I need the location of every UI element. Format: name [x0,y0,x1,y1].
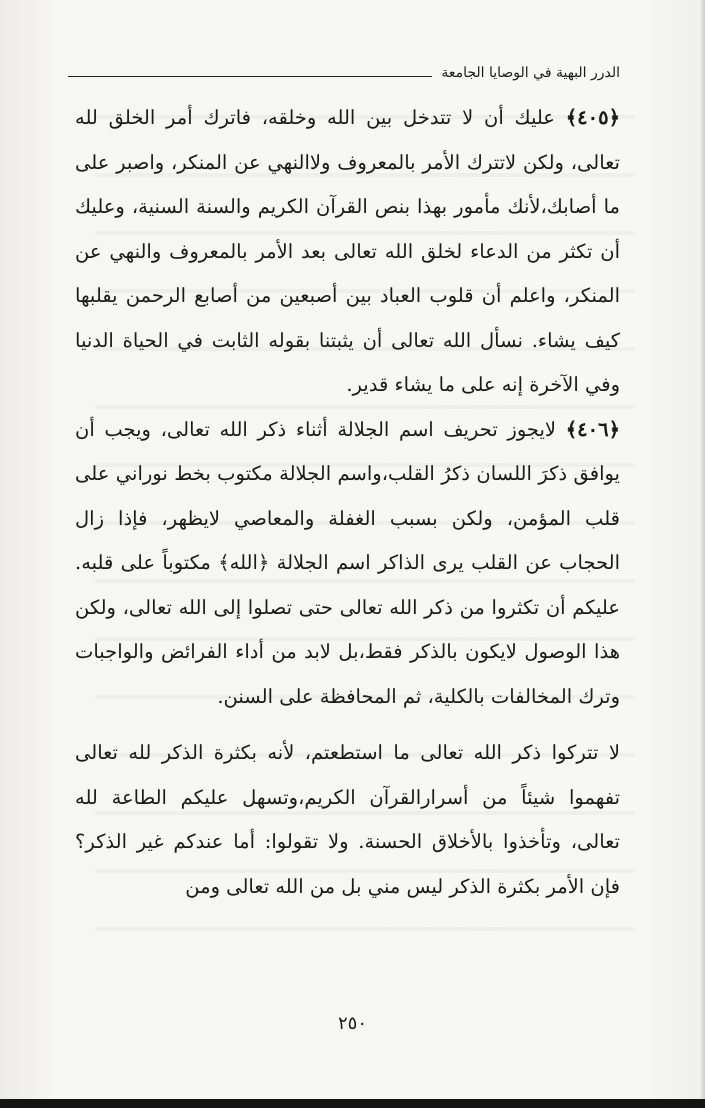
paragraph-405-text: عليك أن لا تتدخل بين الله وخلقه، فاترك أمر الخلق لله تعالى، ولكن لاتترك الأمر بالمعروف ولاالنهي عن المنكر، واصبر على ما أصابك،لأنك مأمور بهذا بنص القرآن الكريم والسنة السنية، وعليك أن تكثر من الدعاء لخلق الله تعالى بعد الأمر بالمعروف والنهي عن المنكر، واعلم أن قلوب العباد بين أصبعين من أصابع الرحمن يقلبها كيف يشاء. نسأل الله تعالى أن يثبتنا بقوله الثابت في الحياة الدنيا وفي الآخرة إنه على ما يشاء قدير. [75,106,620,396]
paragraph-406 [75,408,620,720]
paragraph-406-text: لايجوز تحريف اسم الجلالة أثناء ذكر الله تعالى، ويجب أن يوافق ذكرَ اللسان ذكرُ القلب،واسم الجلالة مكتوب بخط نوراني على قلب المؤمن، ولكن بسبب الغفلة والمعاصي لايظهر، فإذا زال الحجاب عن القلب يرى الذاكر اسم الجلالة ﴿الله﴾ مكتوباً على قلبه. عليكم أن تكثروا من ذكر الله تعالى حتى تصلوا إلى الله تعالى، ولكن هذا الوصول لايكون بالذكر فقط،بل لابد من أداء الفرائض والواجبات وترك المخالفات بالكلية، ثم المحافظة على السنن. [75,417,620,708]
paragraph-continuation-text: لا تتركوا ذكر الله تعالى ما استطعتم، لأنه بكثرة الذكر لله تعالى تفهموا شيئاً من أسرارالقرآن الكريم،وتسهل عليكم الطاعة لله تعالى، وتأخذوا بالأخلاق الحسنة. ولا تقولوا: أما عندكم غير الذكر؟ فإن الأمر بكثرة الذكر ليس مني بل من الله تعالى ومن [75,741,620,898]
header-title: الدرر البهية في الوصايا الجامعة [441,65,620,81]
scan-bottom-edge [0,1099,705,1108]
running-header [68,63,620,87]
item-number-406: ﴿٤٠٦﴾ [565,417,620,441]
page-edge [701,0,705,1108]
body-text [75,96,620,909]
paragraph-continuation [75,731,620,909]
header-rule [68,76,432,77]
page-number: ٢٥٠ [337,1013,367,1034]
item-number-405: ﴿٤٠٥﴾ [565,106,620,129]
paragraph-405 [75,96,620,408]
